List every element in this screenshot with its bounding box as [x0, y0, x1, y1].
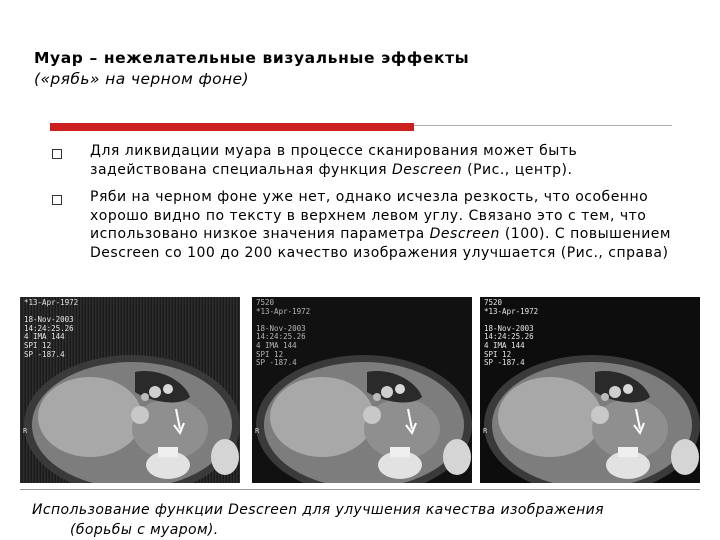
bullet-item-2 — [50, 188, 680, 262]
bullet-2-em: Descreen — [429, 226, 500, 242]
bullet-1-em: Descreen — [391, 161, 463, 178]
bullet-square-icon — [52, 149, 62, 159]
slide-title — [34, 48, 694, 90]
ct-scan-center — [252, 297, 472, 483]
scan-overlay-text: *13-Apr-1972 18-Nov-2003 14:24:25.26 4 IMA 144 SPI 12 SP -187.4 — [24, 298, 79, 359]
title-line-2: («рябь» на черном фоне) — [34, 70, 249, 88]
bullet-square-icon — [52, 195, 62, 205]
bullet-1-text-a: Для ликвидации муара в процессе сканирования может быть задействована специальная функция — [90, 143, 578, 178]
scan-side-label: R — [255, 427, 260, 435]
figure-caption — [32, 500, 712, 540]
bullet-2-text-b: (100). С повышением Descreen со 100 до 200 качество изображения улучшается (Рис., справа) — [90, 226, 671, 261]
scan-overlay-text: 7520 *13-Apr-1972 18-Nov-2003 14:24:25.26 4 IMA 144 SPI 12 SP -187.4 — [484, 298, 539, 368]
caption-line-2: (борьбы с муаром). — [70, 522, 219, 538]
bullet-item-1 — [50, 142, 680, 179]
bullet-1-text-b: (Рис., центр). — [462, 161, 573, 178]
accent-bar — [50, 123, 414, 131]
ct-scan-right — [480, 297, 700, 483]
scan-side-label: R — [483, 427, 488, 435]
title-line-1: Муар – нежелательные визуальные эффекты — [34, 49, 470, 67]
ct-scan-left — [20, 297, 240, 483]
scan-overlay-text: 7520 *13-Apr-1972 18-Nov-2003 14:24:25.26 4 IMA 144 SPI 12 SP -187.4 — [256, 298, 311, 368]
bullet-2-text-a: Ряби на черном фоне уже нет, однако исчезла резкость, что особенно хорошо видно по тексту в верхнем левом углу. Связано это с тем, что использовано низкое значения параметра — [90, 189, 649, 242]
caption-divider — [20, 489, 700, 490]
ct-scan-figures — [20, 297, 695, 483]
caption-line-1: Использование функции Descreen для улучшения качества изображения — [32, 502, 604, 518]
scan-side-label: R — [23, 427, 28, 435]
bullet-list — [50, 142, 680, 271]
